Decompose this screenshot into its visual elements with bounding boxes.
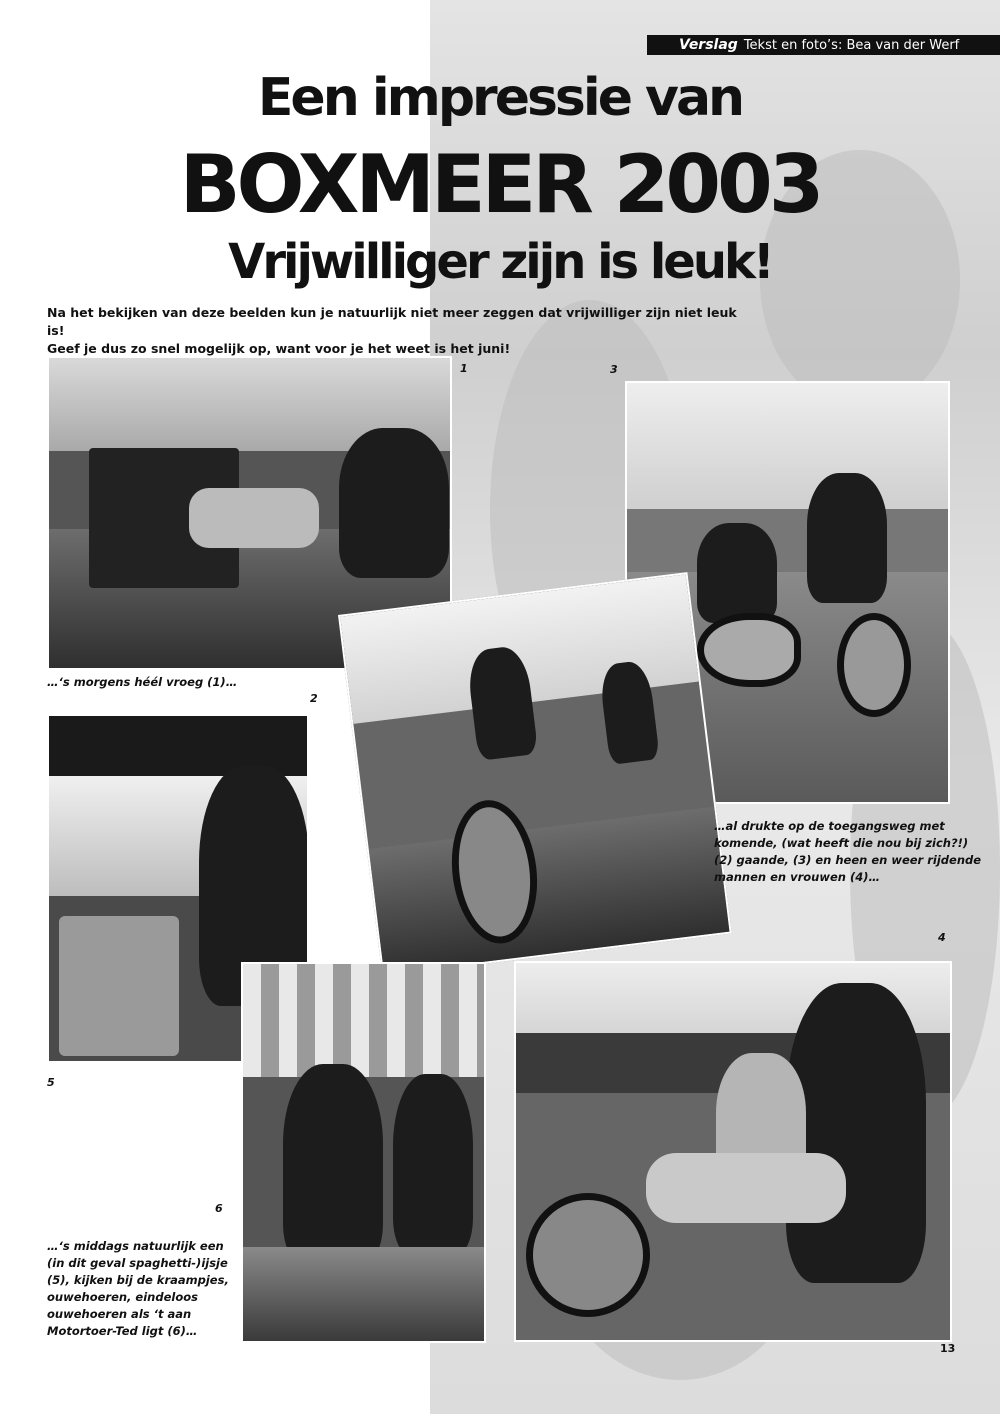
caption-2-line-3: (2) gaande, (3) en heen en weer rijdende: [714, 853, 982, 867]
photo-number-2: 2: [310, 692, 318, 705]
title-line-1: Een impressie van: [257, 68, 743, 128]
caption-2: [714, 818, 981, 886]
caption-2-line-2: komende, (wat heeft die nou bij zich?!): [714, 836, 969, 850]
caption-3-line-3: (5), kijken bij de kraampjes,: [47, 1273, 229, 1287]
section-header: [647, 35, 1000, 55]
photo-number-1: 1: [460, 362, 468, 375]
photo-number-4: 4: [938, 931, 946, 944]
caption-2-line-4: mannen en vrouwen (4)…: [714, 870, 880, 884]
caption-3-line-1: …‘s middags natuurlijk een: [47, 1239, 224, 1253]
caption-1: …‘s morgens héél vroeg (1)…: [47, 675, 238, 689]
photo-number-6: 6: [215, 1202, 223, 1215]
caption-3-line-4: ouwehoeren, eindeloos: [47, 1290, 198, 1304]
photo-2: [338, 572, 732, 976]
photo-number-5: 5: [47, 1076, 55, 1089]
photo-6: [241, 962, 486, 1343]
intro-text: [47, 304, 747, 358]
caption-3-line-5: ouwehoeren als ‘t aan: [47, 1307, 192, 1321]
caption-3-line-6: Motortoer-Ted ligt (6)…: [47, 1324, 198, 1338]
intro-line-1: Na het bekijken van deze beelden kun je natuurlijk niet meer zeggen dat vrijwilliger zijn niet leuk is!: [47, 305, 737, 338]
intro-line-2: Geef je dus zo snel mogelijk op, want voor je het weet is het juni!: [47, 341, 511, 356]
title-line-3: Vrijwilliger zijn is leuk!: [228, 234, 772, 290]
caption-3: [47, 1238, 229, 1340]
photo-number-3: 3: [610, 363, 618, 376]
caption-3-line-2: (in dit geval spaghetti-)ijsje: [47, 1256, 228, 1270]
title-line-2: BOXMEER 2003: [179, 138, 821, 231]
section-label: Verslag: [679, 37, 738, 53]
caption-2-line-1: …al drukte op de toegangsweg met: [714, 819, 945, 833]
page-number: 13: [940, 1342, 956, 1355]
author-credit: Tekst en foto’s: Bea van der Werf: [743, 37, 960, 53]
photo-4: [514, 961, 952, 1342]
